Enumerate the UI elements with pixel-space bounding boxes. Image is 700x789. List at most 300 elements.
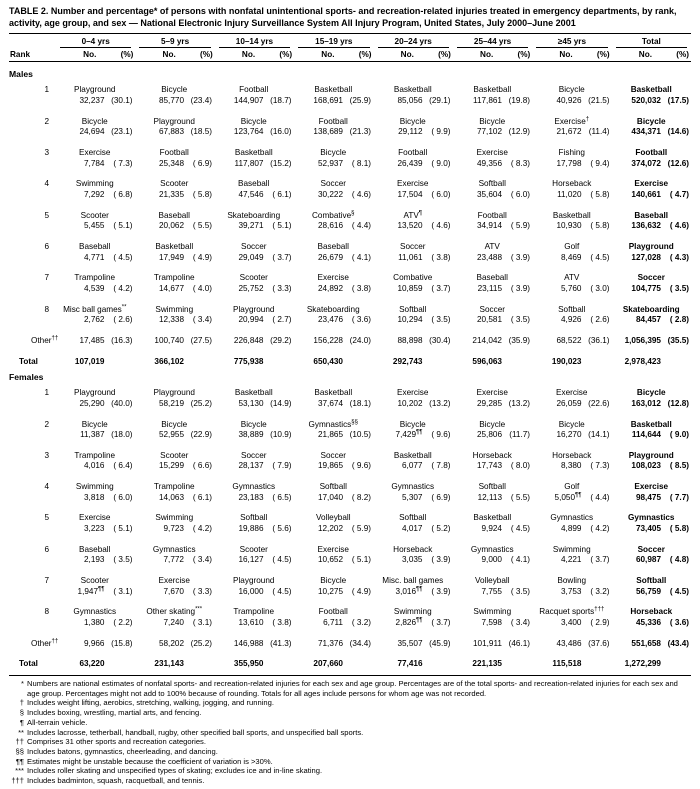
data-cell [135, 148, 215, 169]
count-value: 100,740 [154, 335, 184, 345]
count-value: 140,661 [631, 189, 661, 199]
count-value: 58,219 [158, 398, 184, 408]
cell-values [294, 190, 374, 201]
col-no-label: No. [480, 50, 494, 60]
activity-name [214, 305, 294, 316]
cell-values [294, 639, 374, 650]
injury-percent: ( 4.9) [192, 252, 212, 262]
count-value: 226,848 [233, 335, 264, 345]
injury-count [135, 253, 185, 264]
count-value: 3,753 [561, 586, 582, 596]
data-cell [294, 482, 374, 503]
count-value: 20,581 [476, 315, 502, 325]
activity-label: Gymnastics [628, 513, 675, 523]
cell-values [453, 587, 533, 598]
activity-name [55, 451, 135, 462]
data-cell [294, 607, 374, 628]
data-cell [55, 388, 135, 409]
cell-values [294, 127, 374, 138]
count-footnote-marker: ¶¶ [416, 429, 423, 436]
cell-values [55, 190, 135, 201]
injury-percent: ( 9.0) [431, 158, 451, 168]
activity-label: Basketball [473, 85, 512, 95]
count-value: 14,063 [158, 492, 184, 502]
injury-count [532, 127, 582, 138]
percent-spacer [344, 659, 373, 670]
data-cell [532, 148, 612, 169]
activity-label: Horseback [630, 607, 673, 617]
cell-values [294, 659, 374, 670]
injury-percent: ( 4.5) [669, 586, 689, 596]
cell-values [373, 639, 453, 650]
cell-values [214, 618, 294, 629]
count-value: 4,539 [84, 283, 105, 293]
injury-count [532, 253, 582, 264]
activity-label: Playground [233, 304, 275, 314]
total-count [55, 659, 105, 670]
count-value: 108,023 [631, 461, 661, 471]
activity-label: Soccer [637, 544, 665, 554]
data-cell [214, 451, 294, 472]
cell-values [214, 357, 294, 368]
count-value: 60,987 [635, 555, 661, 565]
count-value: 5,050 [554, 492, 576, 502]
header-subrow [56, 50, 135, 59]
col-no-label: No. [559, 50, 573, 60]
activity-name [453, 242, 533, 253]
count-value: 775,938 [233, 356, 264, 366]
cell-values [532, 315, 612, 326]
injury-count [532, 336, 582, 347]
activity-label: Softball [399, 304, 427, 314]
injury-count [55, 555, 105, 566]
cell-values [294, 399, 374, 410]
activity-name [532, 513, 612, 524]
data-cell [214, 639, 294, 650]
data-cell [612, 336, 692, 347]
activity-name [373, 305, 453, 316]
cell-values [135, 221, 215, 232]
activity-name [214, 85, 294, 96]
injury-percent: ( 3.9) [510, 252, 530, 262]
injury-count [214, 461, 264, 472]
count-value: 6,077 [402, 461, 423, 471]
table-body [9, 62, 691, 670]
activity-label: Exercise [554, 116, 586, 126]
activity-label: Basketball [314, 388, 353, 398]
cell-values [612, 336, 692, 347]
cell-values [453, 96, 533, 107]
data-cell [294, 305, 374, 326]
injury-count [55, 253, 105, 264]
table-title: TABLE 2. Number and percentage* of persons with nonfatal unintentional sports- and recreation-related injuries treated in emergency departments, by rank, activity, age group, and sex — National Electronic Injury Surveillance System All Injury Program, United States, July 2000–June 2001 [9, 6, 677, 28]
data-cell [214, 482, 294, 503]
data-cell [532, 336, 612, 347]
count-value: 7,429 [395, 430, 417, 440]
data-cell [214, 659, 294, 670]
count-value: 123,764 [233, 127, 264, 137]
age-group-column [453, 37, 532, 59]
cell-values [612, 618, 692, 629]
footnote-symbol: * [21, 679, 24, 688]
injury-percent: ( 6.0) [113, 492, 133, 502]
table-row [9, 211, 691, 232]
injury-count [373, 159, 423, 170]
activity-name [294, 273, 374, 284]
rank-number: 5 [44, 210, 49, 220]
cell-values [214, 659, 294, 670]
activity-label: Swimming [393, 607, 432, 617]
cell-values [55, 336, 135, 347]
count-value: 25,290 [79, 398, 105, 408]
injury-percent: (41.3) [270, 638, 292, 648]
data-cell [373, 305, 453, 326]
count-value: 292,743 [392, 356, 423, 366]
injury-percent: ( 4.6) [351, 189, 371, 199]
cell-values [294, 461, 374, 472]
activity-label: Softball [478, 482, 506, 492]
age-group-label: Total [616, 37, 687, 48]
cell-values [612, 159, 692, 170]
activity-name [532, 420, 612, 431]
count-value: 115,518 [552, 659, 582, 669]
activity-label: Combative [312, 210, 352, 220]
cell-values [453, 659, 533, 670]
injury-percent: (21.3) [349, 127, 371, 137]
injury-percent: ( 5.8) [669, 524, 689, 534]
activity-name [453, 211, 533, 222]
injury-percent: (14.1) [588, 430, 610, 440]
injury-percent: ( 4.2) [590, 524, 610, 534]
injury-count [453, 399, 503, 410]
injury-count [214, 430, 264, 441]
activity-name [294, 117, 374, 128]
cell-values [373, 399, 453, 410]
count-value: 28,137 [238, 461, 264, 471]
data-cell [532, 305, 612, 326]
injury-count [55, 461, 105, 472]
activity-label: Skateboarding [306, 304, 360, 314]
injury-count [453, 555, 503, 566]
data-cell [294, 545, 374, 566]
col-no-label: No. [638, 50, 652, 60]
injury-count [612, 221, 662, 232]
count-value: 4,016 [84, 461, 105, 471]
injury-count [532, 461, 582, 472]
cell-values [135, 190, 215, 201]
data-cell [373, 273, 453, 294]
injury-count [294, 159, 344, 170]
activity-label: Baseball [238, 179, 270, 189]
header-subrow [374, 50, 453, 59]
cell-values [373, 190, 453, 201]
count-value: 84,457 [635, 315, 661, 325]
injury-percent: (22.6) [588, 398, 610, 408]
injury-percent: ( 5.1) [351, 555, 371, 565]
injury-percent: ( 3.8) [431, 252, 451, 262]
injury-count [135, 524, 185, 535]
data-cell [612, 659, 692, 670]
count-value: 13,520 [397, 221, 423, 231]
activity-label: Golf [564, 241, 580, 251]
activity-name [532, 85, 612, 96]
injury-percent: ( 4.4) [351, 221, 371, 231]
count-footnote-marker: ¶¶ [575, 492, 582, 499]
data-cell [294, 336, 374, 347]
cell-values [532, 96, 612, 107]
data-cell [214, 545, 294, 566]
cell-values [294, 587, 374, 598]
data-cell [214, 85, 294, 106]
age-group-label: ≥45 yrs [536, 37, 607, 48]
data-cell [294, 576, 374, 597]
data-cell [214, 273, 294, 294]
count-value: 3,400 [561, 618, 582, 628]
count-value: 1,380 [84, 618, 105, 628]
cell-values [294, 493, 374, 504]
injury-count [55, 618, 105, 629]
injury-percent: (15.8) [111, 638, 133, 648]
injury-percent: ( 3.1) [113, 586, 133, 596]
activity-label: Basketball [473, 513, 512, 523]
injury-count [453, 587, 503, 598]
activity-label: Exercise [79, 148, 111, 157]
count-value: 107,019 [74, 356, 105, 366]
injury-percent: ( 8.5) [669, 461, 689, 471]
data-cell [453, 388, 533, 409]
data-cell [373, 659, 453, 670]
rank-cell [9, 85, 55, 106]
injury-count [373, 315, 423, 326]
data-cell [214, 357, 294, 368]
cell-values [612, 96, 692, 107]
injury-count [55, 639, 105, 650]
count-value: 23,476 [317, 315, 343, 325]
injury-count [214, 284, 264, 295]
count-value: 4,221 [561, 555, 582, 565]
injury-percent: ( 2.2) [113, 618, 133, 628]
activity-name [612, 148, 692, 159]
injury-percent: ( 8.0) [510, 461, 530, 471]
data-cell [135, 117, 215, 138]
activity-label: Football [318, 116, 348, 126]
activity-label: Horseback [393, 544, 433, 554]
table-row [9, 305, 691, 326]
count-value: 38,889 [238, 430, 264, 440]
injury-count [294, 190, 344, 201]
count-value: 16,127 [238, 555, 264, 565]
data-cell [612, 242, 692, 263]
activity-name [294, 513, 374, 524]
injury-percent: ( 2.7) [272, 315, 292, 325]
injury-percent: (19.8) [508, 96, 530, 106]
count-value: 434,371 [631, 127, 661, 137]
activity-name [612, 273, 692, 284]
activity-name [453, 482, 533, 493]
col-pct-label: (%) [120, 50, 134, 60]
data-cell [294, 85, 374, 106]
count-value: 26,679 [317, 252, 343, 262]
activity-name [135, 305, 215, 316]
injury-percent: ( 4.4) [590, 492, 610, 502]
activity-name [532, 305, 612, 316]
injury-count [532, 430, 582, 441]
activity-name [612, 607, 692, 618]
activity-name [214, 211, 294, 222]
activity-label: Horseback [552, 450, 592, 460]
injury-count [373, 253, 423, 264]
activity-name [214, 179, 294, 190]
injury-count [55, 190, 105, 201]
cell-values [55, 659, 135, 670]
injury-percent: ( 3.0) [590, 283, 610, 293]
activity-name [532, 242, 612, 253]
injury-count [612, 190, 662, 201]
injury-percent: (18.5) [190, 127, 212, 137]
activity-label: Exercise [634, 179, 669, 189]
data-cell [294, 148, 374, 169]
data-cell [612, 211, 692, 232]
count-value: 9,723 [163, 524, 184, 534]
data-cell [532, 576, 612, 597]
injury-count [453, 524, 503, 535]
data-cell [294, 357, 374, 368]
activity-name [55, 388, 135, 399]
rank-number: 2 [44, 419, 49, 429]
activity-label: Bicycle [320, 576, 347, 586]
injury-count [294, 315, 344, 326]
footnote [9, 737, 691, 747]
activity-name [373, 482, 453, 493]
cell-values [294, 96, 374, 107]
cell-values [135, 357, 215, 368]
activity-label: Playground [628, 241, 674, 251]
count-value: 163,012 [631, 398, 661, 408]
count-value: 52,937 [317, 158, 343, 168]
activity-name [532, 179, 612, 190]
activity-label: Playground [74, 85, 116, 95]
table-row [9, 117, 691, 138]
cell-values [612, 127, 692, 138]
count-value: 146,988 [233, 638, 264, 648]
injury-count [294, 639, 344, 650]
count-value: 20,994 [238, 315, 264, 325]
injury-count [612, 159, 662, 170]
col-pct-label: (%) [596, 50, 610, 60]
cell-values [55, 461, 135, 472]
cell-values [135, 659, 215, 670]
percent-spacer [424, 659, 453, 670]
count-value: 5,307 [402, 492, 423, 502]
activity-label: Football [398, 148, 428, 157]
injury-percent: ( 4.5) [113, 252, 133, 262]
injury-percent: (25.9) [349, 96, 371, 106]
activity-label: Soccer [479, 304, 505, 314]
injury-percent: ( 4.7) [669, 189, 689, 199]
activity-footnote-marker: † [585, 115, 590, 122]
count-value: 12,113 [477, 492, 502, 502]
count-value: 8,380 [561, 461, 582, 471]
cell-values [532, 639, 612, 650]
data-cell [373, 420, 453, 441]
data-cell [135, 513, 215, 534]
injury-count [135, 127, 185, 138]
injury-percent: (43.4) [667, 638, 689, 648]
data-cell [214, 576, 294, 597]
injury-count [294, 524, 344, 535]
data-cell [55, 117, 135, 138]
header-subrow [294, 50, 373, 59]
cell-values [135, 493, 215, 504]
injury-count [373, 96, 423, 107]
activity-name [612, 179, 692, 190]
cell-values [453, 315, 533, 326]
data-cell [294, 420, 374, 441]
injury-count [55, 587, 105, 598]
data-cell [294, 659, 374, 670]
activity-name [135, 117, 215, 128]
rank-cell [9, 451, 55, 472]
activity-name [532, 211, 612, 222]
cell-values [55, 555, 135, 566]
data-cell [453, 273, 533, 294]
footnote [9, 718, 691, 728]
activity-name [373, 117, 453, 128]
injury-count [453, 430, 503, 441]
injury-percent: (16.0) [270, 127, 292, 137]
activity-name [453, 451, 533, 462]
activity-label: Softball [319, 482, 347, 492]
total-count [532, 659, 582, 670]
table-row [9, 545, 691, 566]
data-cell [135, 336, 215, 347]
activity-name [453, 179, 533, 190]
activity-name [294, 576, 374, 587]
activity-name [214, 420, 294, 431]
count-value: 16,000 [238, 586, 264, 596]
injury-percent: ( 6.8) [113, 189, 133, 199]
percent-spacer [662, 659, 691, 670]
injury-percent: (14.6) [667, 127, 689, 137]
injury-percent: ( 5.9) [510, 221, 530, 231]
count-value: 19,865 [317, 461, 343, 471]
injury-percent: ( 4.5) [510, 524, 530, 534]
injury-count [373, 430, 423, 441]
activity-label: Playground [153, 388, 195, 398]
activity-label: Bicycle [81, 419, 108, 429]
cell-values [453, 221, 533, 232]
rank-cell [9, 335, 59, 347]
activity-name [373, 242, 453, 253]
table-row [9, 179, 691, 200]
cell-values [453, 461, 533, 472]
activity-name [612, 117, 692, 128]
percent-spacer [662, 357, 691, 368]
cell-values [612, 587, 692, 598]
total-count [453, 357, 503, 368]
injury-percent: ( 5.9) [351, 524, 371, 534]
injury-count [453, 159, 503, 170]
rank-number: 8 [44, 304, 49, 314]
data-cell [532, 482, 612, 503]
activity-label: Swimming [155, 513, 194, 523]
injury-percent: ( 3.4) [192, 315, 212, 325]
injury-count [135, 221, 185, 232]
cell-values [294, 221, 374, 232]
rank-cell [9, 357, 55, 368]
injury-percent: (29.1) [429, 96, 451, 106]
activity-name [55, 148, 135, 159]
